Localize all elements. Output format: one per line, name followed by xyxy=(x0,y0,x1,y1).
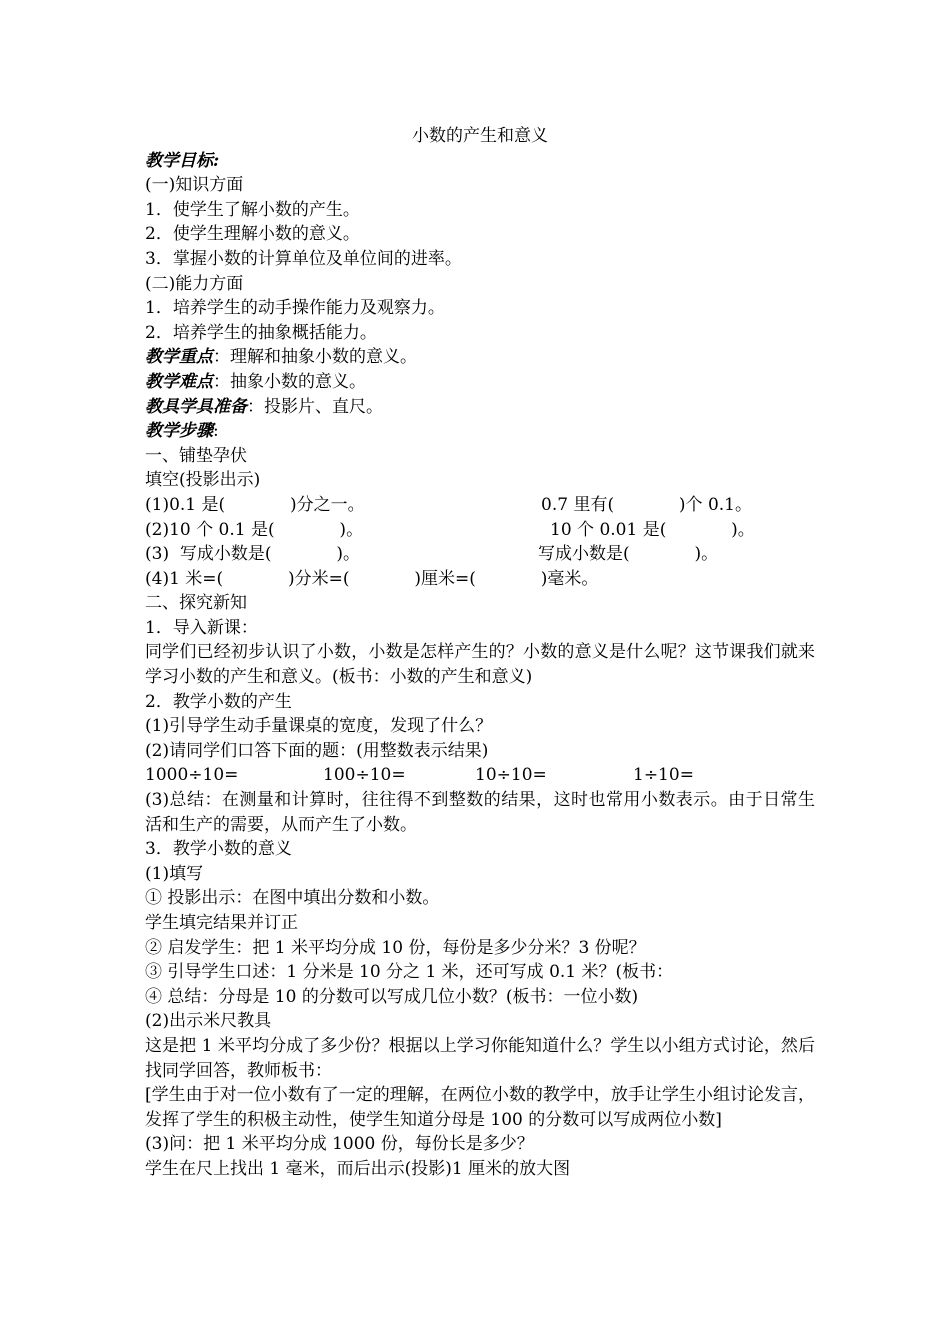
key-point xyxy=(145,345,815,370)
division-item: 100÷10= xyxy=(323,765,406,786)
mm-paragraph: 学生在尺上找出 1 毫米，而后出示(投影)1 厘米的放大图 xyxy=(145,1158,571,1179)
objectives-label: 教学目标: xyxy=(145,150,220,171)
question-right: 0.7 里有( )个 0.1。 xyxy=(541,494,752,515)
meaning-fill: (1)填写 xyxy=(145,863,204,884)
question-left: (3) 写成小数是( )。 xyxy=(145,544,360,565)
meaning-item: ③ 引导学生口述：1 分米是 10 分之 1 米，还可写成 0.1 米？(板书： xyxy=(145,962,674,983)
meaning-item: ① 投影出示：在图中填出分数和小数。 xyxy=(145,888,440,909)
origin-item: (1)引导学生动手量课桌的宽度，发现了什么？ xyxy=(145,716,493,737)
origin-summary: (3)总结：在测量和计算时，往往得不到整数的结果，这时也常用小数表示。由于日常生活和生产的需要，从而产生了小数。 xyxy=(145,790,815,835)
key-point-label: 教学重点 xyxy=(145,347,213,368)
tools-label: 教具学具准备 xyxy=(145,396,247,417)
knowledge-item: 2．使学生理解小数的意义。 xyxy=(145,224,360,245)
question-left: (2)10 个 0.1 是( )。 xyxy=(145,519,364,540)
division-item: 1÷10= xyxy=(633,765,694,786)
question-left: (1)0.1 是( )分之一。 xyxy=(145,494,365,515)
ability-heading: (二)能力方面 xyxy=(145,273,244,294)
knowledge-heading: (一)知识方面 xyxy=(145,175,244,196)
ability-item: 1．培养学生的动手操作能力及观察力。 xyxy=(145,298,445,319)
section-heading: 一、铺垫孕伏 xyxy=(145,445,247,466)
page-title: 小数的产生和意义 xyxy=(412,126,548,146)
intro-heading: 1．导入新课： xyxy=(145,617,258,638)
tools-text: ：投影片、直尺。 xyxy=(247,396,383,417)
question-row xyxy=(145,542,815,567)
fill-blank-heading: 填空(投影出示) xyxy=(145,470,261,491)
intro-paragraph: 同学们已经初步认识了小数，小数是怎样产生的？小数的意义是什么呢？这节课我们就来学习小数的产生和意义。(板书：小数的产生和意义) xyxy=(145,642,815,688)
origin-item: (2)请同学们口答下面的题：(用整数表示结果) xyxy=(145,740,489,761)
question-1000: (3)问：把 1 米平均分成 1000 份，每份长是多少？ xyxy=(145,1134,534,1155)
division-item: 1000÷10= xyxy=(145,765,239,786)
document-page xyxy=(145,124,815,1182)
ruler-paragraph: 这是把 1 米平均分成了多少份？根据以上学习你能知道什么？学生以小组方式讨论，然后找同学回答，教师板书： xyxy=(145,1035,815,1081)
section-heading: 二、探究新知 xyxy=(145,593,247,614)
steps-label: 教学步骤 xyxy=(145,421,213,442)
difficult-point-text: ：抽象小数的意义。 xyxy=(213,371,366,392)
difficult-point xyxy=(145,370,815,395)
meaning-item: ② 启发学生：把 1 米平均分成 10 份，每份是多少分米？3 份呢？ xyxy=(145,937,646,958)
question-row xyxy=(145,518,815,543)
tools xyxy=(145,395,815,420)
knowledge-item: 3．掌握小数的计算单位及单位间的进率。 xyxy=(145,248,462,269)
question-right: 写成小数是( )。 xyxy=(538,544,719,565)
division-item: 10÷10= xyxy=(475,765,547,786)
meaning-item: ④ 总结：分母是 10 的分数可以写成几位小数？(板书：一位小数) xyxy=(145,986,639,1007)
bracket-paragraph: [学生由于对一位小数有了一定的理解，在两位小数的教学中，放手让学生小组讨论发言，发挥了学生的积极主动性，使学生知道分母是 100 的分数可以写成两位小数] xyxy=(145,1085,815,1130)
meaning-item: (2)出示米尺教具 xyxy=(145,1011,272,1032)
meaning-item: 学生填完结果并订正 xyxy=(145,913,298,933)
ability-item: 2．培养学生的抽象概括能力。 xyxy=(145,322,377,343)
question-row xyxy=(145,493,815,518)
division-row xyxy=(145,763,815,788)
key-point-text: ：理解和抽象小数的意义。 xyxy=(213,347,417,368)
steps xyxy=(145,419,815,444)
knowledge-item: 1．使学生了解小数的产生。 xyxy=(145,199,360,220)
difficult-point-label: 教学难点 xyxy=(145,371,213,392)
question-right: 10 个 0.01 是( )。 xyxy=(550,519,755,540)
question-row: (4)1 米=( )分米=( )厘米=( )毫米。 xyxy=(145,568,599,589)
steps-colon: : xyxy=(213,421,219,442)
origin-heading: 2．教学小数的产生 xyxy=(145,691,292,712)
meaning-heading: 3．教学小数的意义 xyxy=(145,839,292,860)
